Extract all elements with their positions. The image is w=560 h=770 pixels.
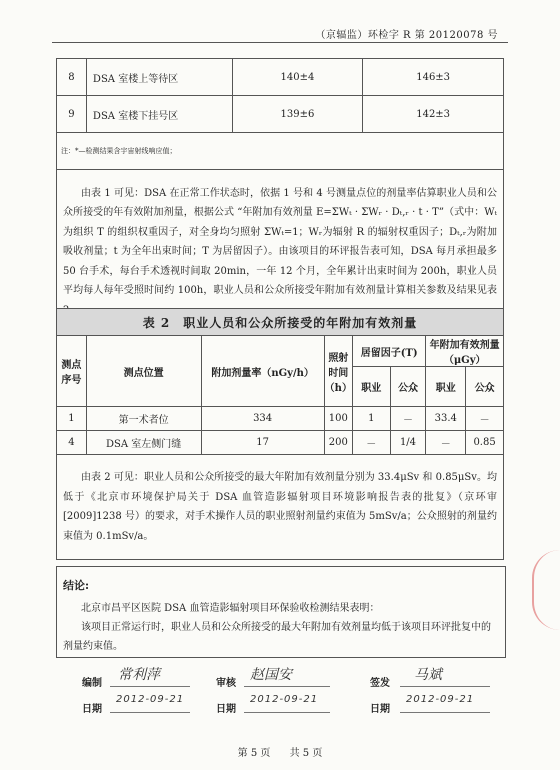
analysis-paragraph: 由表 1 可见：DSA 在正常工作状态时，依据 1 号和 4 号测量点位的剂量率估算职业人员和公众所接受的年有效附加剂量，根据公式 “年附加有效剂量 E=ΣWₜ · ΣWᵣ · Dₜ,ᵣ · t · T”（式中：Wₜ为组织 T 的组织权重因子，对全身均匀照射 ΣWₜ=1；Wᵣ为辐射 R 的辐射权重因子；Dₜ,ᵣ为附加吸收剂量；t 为全年出束时间；T 为居留因子）。由该项目的环评报告表可知，DSA 每月承担最多 50 台手术，每台手术透视时间取 20min，一年 12 个月，全年累计出束时间为 200h，职业人员平均每人每年受照时间约 100h，职业人员和公众所接受年附加有效剂量计算相关参数及结果见表 (63, 187, 497, 297)
page-footer (0, 744, 560, 759)
dose-cell: 140±4 (232, 59, 363, 96)
col-public: 公众 (466, 367, 504, 407)
occ-pub-cell: 1/4 (390, 431, 426, 455)
ann-job-cell: － (426, 431, 466, 455)
dose-cell: 146±3 (363, 59, 504, 96)
col-seq: 测点序号 (57, 336, 87, 407)
location-cell: DSA 室左侧门缝 (86, 431, 201, 455)
col-location: 测点位置 (86, 336, 201, 407)
measurement-table (56, 58, 504, 335)
col-occupancy: 居留因子(T) (352, 336, 425, 367)
issued-signature: 马斌 (414, 667, 442, 683)
table-row (57, 59, 504, 96)
seal-stamp-edge (532, 550, 560, 630)
table-row (57, 431, 504, 455)
col-occupational: 职业 (426, 367, 466, 407)
col-occupational: 职业 (352, 367, 390, 407)
conclusion-line: 北京市昌平区医院 DSA 血管造影辐射项目环保验收检测结果表明： (81, 603, 380, 614)
ann-pub-cell: 0.85 (466, 431, 504, 455)
date-label: 日期 (370, 704, 390, 715)
prepared-signature: 常利萍 (118, 667, 160, 683)
page-number: 第 5 页 (237, 748, 271, 759)
header-rule (52, 42, 508, 43)
conclusion-line: 该项目正常运行时，职业人员和公众所接受的最大年附加有效剂量均低于该项目环评批复中的剂量约束值。 (63, 622, 491, 652)
dose-cell: 142±3 (363, 96, 504, 133)
time-cell: 100 (324, 407, 352, 431)
row-number: 8 (57, 59, 87, 96)
conclusion-box (56, 566, 506, 658)
result-paragraph: 由表 2 可见：职业人员和公众所接受的最大年附加有效剂量分别为 33.4μSv 和 0.85μSv。均低于《北京市环境保护局关于 DSA 血管造影辐射项目环境影响报告表的批复》（京环审[2009]1238 号）的要求，对手术操作人员的职业照射剂量约束值为 5mSv/a；公众照射的剂量约束值为 0.1mSv/a。 (63, 472, 497, 542)
table-row (57, 96, 504, 133)
date-handwritten: 2012-09-21 (406, 694, 475, 705)
date-handwritten: 2012-09-21 (250, 694, 319, 705)
dose-cell: 139±6 (232, 96, 363, 133)
reviewed-label: 审核 (216, 678, 236, 689)
date-label: 日期 (216, 704, 236, 715)
annual-dose-table (56, 308, 504, 560)
location-cell: DSA 室楼上等待区 (86, 59, 232, 96)
ann-job-cell: 33.4 (426, 407, 466, 431)
ann-pub-cell: － (466, 407, 504, 431)
col-public: 公众 (390, 367, 426, 407)
reviewed-signature: 赵国安 (250, 667, 292, 683)
time-cell: 200 (324, 431, 352, 455)
report-number: （京辐监）环检字 R 第 20120078 号 (315, 30, 498, 41)
page-total: 共 5 页 (289, 748, 323, 759)
conclusion-title: 结论: (63, 579, 90, 592)
location-cell: DSA 室楼下挂号区 (86, 96, 232, 133)
table-note: 注：*—检测结果含宇宙射线响应值； (57, 133, 504, 170)
date-handwritten: 2012-09-21 (116, 694, 185, 705)
col-annual-dose: 年附加有效剂量（μGy） (426, 336, 504, 367)
occ-pub-cell: － (390, 407, 426, 431)
date-label: 日期 (82, 704, 102, 715)
rate-cell: 17 (201, 431, 324, 455)
table-title: 表 2 职业人员和公众所接受的年附加有效剂量 (57, 309, 504, 336)
rate-cell: 334 (201, 407, 324, 431)
seq-cell: 4 (57, 431, 87, 455)
occ-job-cell: － (352, 431, 390, 455)
seq-cell: 1 (57, 407, 87, 431)
location-cell: 第一术者位 (86, 407, 201, 431)
issued-label: 签发 (370, 678, 390, 689)
occ-job-cell: 1 (352, 407, 390, 431)
prepared-label: 编制 (82, 678, 102, 689)
row-number: 9 (57, 96, 87, 133)
col-dose-rate: 附加剂量率（nGy/h） (201, 336, 324, 407)
col-time: 照射时间（h） (324, 336, 352, 407)
table-row (57, 407, 504, 431)
